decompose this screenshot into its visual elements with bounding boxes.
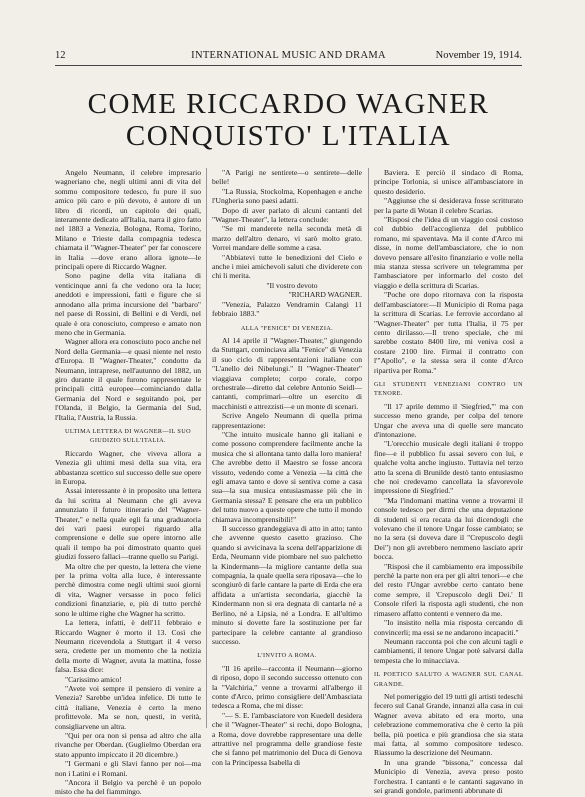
letter-closing: "Il vostro devoto bbox=[266, 280, 318, 290]
section-subheading: IL POETICO SALUTO A WAGNER SUL CANAL GRANDE. bbox=[374, 671, 523, 688]
running-header bbox=[55, 50, 522, 64]
paragraph: Al 14 aprile il "Wagner-Theater," giungendo da Stuttgart, cominciava alla "Fenice" di Venezia il suo ciclo di rappresentazioni italiane con "L'anello dei Nibelungi." Il "Wagner-Theater" viaggiava completo; corpo corale, corpo orchestrale—diretto dal celebre Antonio Seidl—cantanti, comprimari—oltre un esercito di macchinisti e attrezzisti—e un monte di scenari. bbox=[212, 335, 362, 411]
letter-dateline: "Venezia, Palazzo Vendramin Calangi 11 febbraio 1883." bbox=[212, 299, 362, 319]
paragraph: "Avete voi sempre il pensiero di venire a Venezia? Sarebbe un'idea infelice. Di tutte le città italiane, Venezia è certo la meno profittevole. Ma se non, questi, in verità, consigliarvene un altra. bbox=[55, 683, 201, 731]
section-subheading: GLI STUDENTI VENEZIANI CONTRO UN TENORE. bbox=[374, 380, 523, 398]
paragraph: "— S. E. l'ambasciatore von Kuedell desidera che il "Wagner-Theater" si rechi, dopo Bologna, a Roma, dove dovrebbe rappresentare una delle attrattive nel programma delle grandiose feste che si fanno pel matrimonio del Duca di Genova con la Principessa Isabella di bbox=[212, 710, 362, 767]
column-3 bbox=[374, 168, 523, 795]
paragraph: "Che intuito musicale hanno gli italiani e come possono comprendere facilmente anche la musica che si allontana tanto dalla loro maniera! Che avrebbe detto il Maestro se fosse ancora vissuto, vedendo come a Venezia —la città che egli amava tanto e dove si sentiva come a casa sua—la sua musica entusiasmasse più che in Germania stessa? E pensare che era un pubblico del tutto nuovo a queste opere che tutto il mondo chiamava incomprensibili!" bbox=[212, 429, 362, 524]
paragraph: "I Germani e gli Slavi fanno per noi—ma non i Latini e i Romani. bbox=[55, 759, 201, 778]
headline-line-1: COME RICCARDO WAGNER bbox=[87, 88, 490, 120]
paragraph: Assai interessante è in proposito una lettera da lui scritta al Neumann che gli aveva annunziato il futuro itinerario del "Wagner-Theater," e nella quale egli fa una graduatoria dei vari paesi europei riguardo alla comprensione e delle sue opere intorno alle quali il tempo ha poi dimostrato quanto quei giudizi fossero fallaci—tranne quello su Parigi. bbox=[55, 486, 201, 562]
paragraph: Baviera. E perciò il sindaco di Roma, principe Torlonia, si unisce all'ambasciatore in questo desiderio. bbox=[374, 168, 523, 196]
paragraph: "Abbiatevi tutte le benedizioni del Cielo e anche i miei amichevoli saluti che dividerete con chi li merita. bbox=[212, 252, 362, 281]
paragraph: Dopo di aver parlato di alcuni cantanti del "Wagner-Theater", la lettera conclude: bbox=[212, 205, 362, 225]
section-subheading: L'INVITO A ROMA. bbox=[257, 652, 317, 660]
paragraph: "L'orecchio musicale degli italiani è troppo fine—e il pubblico fu assai severo con lui, e qualche volta anche ingiusto. Tuttavia nel terzo atto la scena di Brunilde destò tanto entusiasmo che noi credevamo cancellata la sfavorevole impressione di Siegfried." bbox=[374, 439, 523, 496]
headline-line-2: CONQUISTO' L'ITALIA bbox=[125, 120, 452, 152]
paragraph: Nel pomeriggio del 19 tutti gli artisti tedeschi fecero sul Canal Grande, innanzi alla casa in cui Wagner aveva abitato ed era morto, una celebrazione commemorativa che è certo la più bella, più poetica e più grandiosa che sia stata mai fatta, al sommo compositore tedesco. Riassumo la descrizione del Neumann. bbox=[374, 691, 523, 758]
paragraph: "Aggiunse che si desiderava fosse scritturato per la parte di Wotan il celebre Scarias. bbox=[374, 196, 523, 215]
paragraph: "Qui per ora non si pensa ad altro che alla rivanche per Oberdan. (Guglielmo Oberdan era stato appunto impiccato il 20 dicembre.) bbox=[55, 730, 201, 759]
letter-signature: "RICHARD WAGNER. bbox=[288, 290, 362, 300]
paragraph: "Se mi manderete nella seconda metà di marzo dell'altro denaro, vi sarò molto grato. Vorrei mandare delle somme a casa. bbox=[212, 224, 362, 253]
page-number: 12 bbox=[55, 50, 66, 61]
paragraph: Angelo Neumann, il celebre impresario wagneriano che, negli ultimi anni di vita del sommo compositore tedesco, fu pure il suo amico più caro e più devoto, è autore di un libro di ricordi, un capitolo dei quali, interamente dedicato all'Italia, narra il giro fatto nel 1883 a Venezia, Bologna, Roma, Torino, Milano e Trieste dalla compagnia tedesca chiamata il "Wagner-Theater" per far conoscere in Italia —dove erano allora ignote—le principali opere di Riccardo Wagner. bbox=[55, 168, 201, 272]
column-1 bbox=[55, 168, 202, 797]
paragraph: Scrive Angelo Neumann di quella prima rappresentazione: bbox=[212, 411, 362, 430]
section-subheading: ALLA "FENICE" DI VENEZIA. bbox=[240, 324, 334, 332]
paragraph: Neumann racconta poi che con alcuni tagli e cambiamenti, il tenore Ungar potè salvarsi dalla tempesta che lo minacciava. bbox=[374, 636, 523, 665]
paragraph: Wagner allora era conosciuto poco anche nel Nord della Germania—e quasi niente nel resto d'Europa. Il "Wagner-Theater," condotto da Neumann, intraprese, nell'autunno del 1882, un giro durante il quale furono rappresentate le principali città europee—cominciando dalla Germania del Nord e seguitando poi, per l'Olanda, il Belgio, la Germania del Sud, l'Italia, l'Austria, la Russia. bbox=[55, 337, 202, 422]
paragraph: "A Parigi ne sentirete—o sentirete—delle belle! bbox=[212, 168, 362, 187]
article-headline bbox=[55, 88, 522, 152]
paragraph: Ma oltre che per questo, la lettera che viene per la prima volta alla luce, è interessante perchè dimostra come negli ultimi suoi giorni di vita, Wagner versasse in poco felici condizioni finanziarie, e, più di tutto perchè sono le ultime righe che Wagner ha scritto. bbox=[55, 561, 201, 618]
paragraph: Sono pagine della vita italiana di venticinque anni fa che vedono ora la luce; aneddoti e impressioni, fatti e figure che si annodano alla prima incursione del "barbaro" nel paese di Rossini, di Bellini e di Verdi, nel quale è ora conosciuto, compreso e amato non meno che in Germania. bbox=[55, 271, 201, 337]
paragraph: In una grande "bissona," concessa dal Municipio di Venezia, aveva preso posto l'orchestra. I cantanti e le cantanti sagavano in sei grandi gondole, parimenti abbrunate di bbox=[374, 757, 523, 795]
paragraph: "Ma l'indomani mattina venne a trovarmi il console tedesco per dirmi che una deputazione di studenti si era recata da lui dicendogli che volevano che il tenore Ungar fosse cambiato; se no la sera (si doveva dare il "Crepuscolo degli Dei") non gli avrebbero nemmeno lasciato aprir bocca. bbox=[374, 495, 523, 562]
header-rule bbox=[55, 65, 522, 66]
paragraph: "Risposi che l'idea di un viaggio così costoso col dubbio dell'accoglienza del pubblico romano, mi spaventava. Ma il conte d'Arco mi disse, in nome dell'ambasciatore, che io non dovevo pensare all'esito finanziario e volle nella mia stanza stessa scrivere un telegramma per l'ambasciatore per informarlo del costo del viaggio e della scrittura di Scarias. bbox=[374, 215, 523, 290]
column-2 bbox=[212, 168, 362, 767]
column-divider bbox=[368, 168, 369, 728]
paragraph: "Risposi che il cambiamento era impossibile perchè la parte non era per gli altri tenori—e che del resto l'Ungar avrebbe certo cantato bene come sempre, il 'Crepuscolo degli Dei.' Il Console riferì la risposta agli studenti, che non rimasero affatto contenti e vennero da me. bbox=[374, 561, 523, 618]
section-subheading: ULTIMA LETTERA DI WAGNER—IL SUO GIUDIZIO SULL'ITALIA. bbox=[65, 427, 191, 445]
journal-title: INTERNATIONAL MUSIC AND DRAMA bbox=[191, 50, 386, 61]
paragraph: Riccardo Wagner, che viveva allora a Venezia gli ultimi mesi della sua vita, era abbastanza scettico sul successo delle sue opere in Europa. bbox=[55, 448, 201, 486]
paragraph: "Carissimo amico! bbox=[65, 674, 122, 684]
column-divider bbox=[206, 168, 207, 728]
paragraph: "Il 17 aprile demmo il 'Siegfried,'" ma con successo meno grande, per colpa del tenore Ungar che aveva una di quelle sere mancato d'intonazione. bbox=[374, 401, 523, 439]
paragraph: "Io insistito nella mia risposta cercando di convincerli; ma essi se ne andarono incapaciti." bbox=[374, 618, 523, 637]
issue-date: November 19, 1914. bbox=[435, 50, 522, 61]
paragraph: "Il 16 aprile—racconta il Neumann—giorno di riposo, dopo il secondo successo ottenuto con la "Valchiria," venne a trovarmi all'albergo il conte d'Arco, primo consigliere dell'Ambasciata tedesca a Roma, che mi disse: bbox=[212, 663, 362, 711]
paragraph: "Ancora il Belgio va perchè è un popolo misto che ha del fiammingo. bbox=[55, 778, 201, 797]
paragraph: "Poche ore dopo ritornava con la risposta dell'ambasciatore:—Il Municipio di Roma paga la scrittura di Scarias. Le ferrovie accordano al "Wagner-Theater" per tutta l'Italia, il 75 per cento dirilasso.—Il treno speciale, che mi sarebbe costato 8400 lire, mi veniva così a costare 2100 lire. Firmai il contratto con l'"Apollo", e la stessa sera il conte d'Arco ripartiva per Roma." bbox=[374, 290, 523, 375]
paragraph: "La Russia, Stockolma, Kopenhagen e anche l'Ungheria sono paesi adatti. bbox=[212, 186, 362, 206]
paragraph: La lettera, infatti, è dell'11 febbraio e Riccardo Wagner è morto il 13. Così che Neumann ricevendola a Stuttgart il 4 verso sera, credette per un momento che la notizia della morte di Wagner, avuta la mattina, fosse falsa. Essa dice: bbox=[55, 618, 201, 675]
paragraph: Il successo grandeggiava di atto in atto; tanto che avvenne questo casetto grazioso. Che quando si avvicinava la scena dell'apparizione di Erda, Neumann vide piombare nel suo palchetto la Kindermann—la migliore cantante della sua compagnia, la quale quella sera riposava—che lo scongiurò di farle cantare la parte di Erda che era affidata a un'artista secondaria, giacchè la Kindermann non si era degnata di cantarla né a Berlino, né a Lipsia, né a Londra. E all'ultimo minuto si dovette fare la sostituzione per far partecipare la celebre cantante al grandioso successo. bbox=[212, 524, 362, 646]
